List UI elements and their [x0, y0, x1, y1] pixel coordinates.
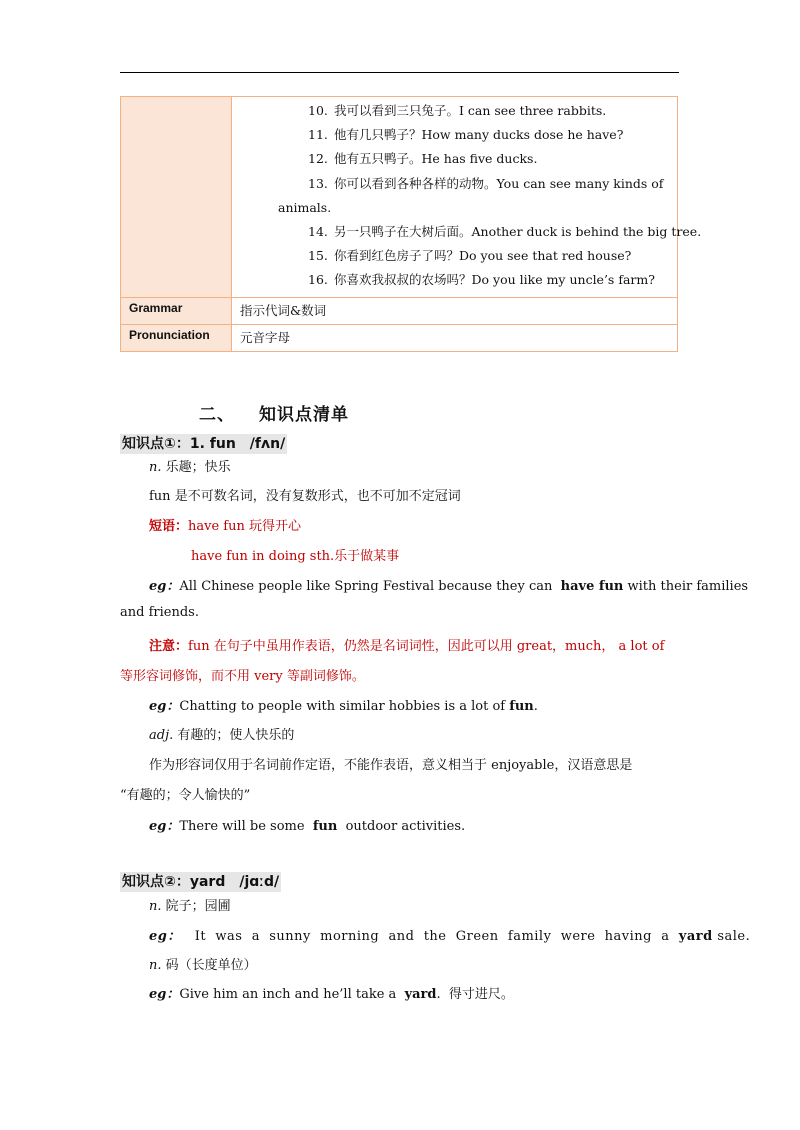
sentence-row: [240, 268, 669, 292]
kp1-phrase2: have fun in doing sth.乐于做某事: [191, 549, 400, 564]
sentence-row: [240, 123, 669, 147]
kp1-notice-line1: [149, 635, 664, 654]
sentence-text: 你看到红色房子了吗？Do you see that red house?: [334, 248, 632, 264]
kp1-phrase1-line: [149, 515, 301, 534]
sentence-num: 15.: [308, 248, 328, 264]
eg-text: There will be some: [179, 819, 309, 834]
eg-keyword: have fun: [560, 579, 624, 594]
sentence-num: 10.: [308, 103, 328, 118]
kp1-example2: [149, 695, 538, 714]
pos-label: n.: [149, 460, 162, 475]
eg-label: eg：: [149, 929, 181, 944]
meaning-text: 码（长度单位）: [165, 958, 257, 973]
eg-text: It was a sunny morning and the Green family were having a: [194, 929, 675, 944]
sentence-text: 另一只鸭子在大树后面。Another duck is behind the big tree.: [334, 224, 702, 240]
notice-label: 注意：: [149, 639, 189, 654]
eg-text: with their families: [623, 579, 749, 594]
sentence-text: 你可以看到各种各样的动物。You can see many kinds of: [334, 175, 664, 191]
kp2-example2: [149, 983, 514, 1002]
eg-text: sale.: [712, 929, 751, 944]
eg-keyword: yard: [404, 987, 437, 1002]
sentence-row: [240, 172, 669, 196]
kp2-example1: [149, 925, 750, 944]
sentence-row-continued: [278, 196, 669, 220]
sentence-text: 我可以看到三只兔子。I can see three rabbits.: [334, 103, 607, 118]
sentence-text: 他有几只鸭子？How many ducks dose he have?: [334, 127, 624, 143]
kp1-heading: 知识点①：1. fun /fʌn/: [122, 436, 286, 452]
eg-keyword: fun: [312, 819, 338, 834]
phrase-text: have fun 玩得开心: [188, 519, 301, 534]
eg-text: outdoor activities.: [341, 819, 466, 834]
pos-label: n.: [149, 958, 162, 973]
meaning-text: 院子；园圃: [165, 899, 231, 914]
section-number: 二、: [199, 405, 235, 425]
eg-text: All Chinese people like Spring Festival because they can: [179, 579, 557, 594]
sentence-num: 16.: [308, 272, 328, 288]
pronunciation-value: 元音字母: [232, 324, 678, 351]
kp1-adj-def: [149, 724, 294, 743]
sentence-text: animals.: [278, 199, 332, 215]
section-title-text: 知识点清单: [259, 405, 349, 425]
kp1-noun-def: [149, 456, 231, 475]
kp2-heading: 知识点②：yard /jɑːd/: [122, 874, 280, 890]
kp1-note1: fun 是不可数名词，没有复数形式，也不可加不定冠词: [149, 489, 461, 504]
notice-text: fun 在句子中虽用作表语，仍然是名词词性，因此可以用 great，much， a lot of: [188, 639, 665, 654]
pos-label: n.: [149, 899, 162, 914]
sentences-cell: [232, 97, 702, 298]
kp1-note2-line2: “有趣的；令人愉快的”: [120, 788, 251, 803]
meaning-text: 有趣的；使人快乐的: [177, 728, 295, 743]
eg-text: .: [533, 699, 538, 714]
eg-label: eg：: [149, 699, 180, 714]
eg-label: eg：: [149, 987, 180, 1002]
eg-text: . 得寸进尺。: [436, 987, 514, 1002]
pronunciation-label: Pronunciation: [121, 324, 232, 351]
eg-label: eg：: [149, 819, 180, 834]
sentence-text: 你喜欢我叔叔的农场吗？Do you like my uncle’s farm?: [334, 272, 655, 288]
sentence-num: 14.: [308, 224, 328, 240]
sentence-row: [240, 99, 669, 123]
kp2-noun-def1: [149, 895, 231, 914]
eg-keyword: fun: [509, 699, 534, 714]
eg-keyword: yard: [678, 929, 713, 944]
grammar-value: 指示代词&数词: [232, 297, 678, 324]
eg-text: Give him an inch and he’ll take a: [179, 987, 401, 1002]
sentence-num: 11.: [308, 127, 328, 143]
sentences-label-cell: [121, 97, 232, 298]
sentence-row: [240, 147, 669, 171]
sentence-num: 12.: [308, 151, 328, 167]
sentence-row: [240, 244, 669, 268]
eg-label: eg：: [149, 579, 180, 594]
eg-text: Chatting to people with similar hobbies is a lot of: [179, 699, 510, 714]
kp1-note2-line1: 作为形容词仅用于名词前作定语，不能作表语，意义相当于 enjoyable，汉语意思是: [149, 758, 633, 773]
section-heading: [199, 400, 349, 425]
grammar-label: Grammar: [121, 297, 232, 324]
vocab-table: [120, 96, 702, 352]
header-rule: [120, 72, 679, 73]
kp1-notice-line2: 等形容词修饰，而不用 very 等副词修饰。: [120, 669, 365, 684]
kp1-example1-cont: and friends.: [120, 605, 199, 620]
meaning-text: 乐趣；快乐: [165, 460, 231, 475]
sentence-row: [240, 220, 702, 244]
pos-label: adj.: [149, 728, 174, 743]
phrase-label: 短语：: [149, 519, 189, 534]
kp1-example3: [149, 815, 465, 834]
sentence-text: 他有五只鸭子。He has five ducks.: [334, 151, 538, 167]
kp2-noun-def2: [149, 954, 257, 973]
sentence-num: 13.: [308, 175, 328, 191]
kp1-example1: [149, 575, 748, 594]
